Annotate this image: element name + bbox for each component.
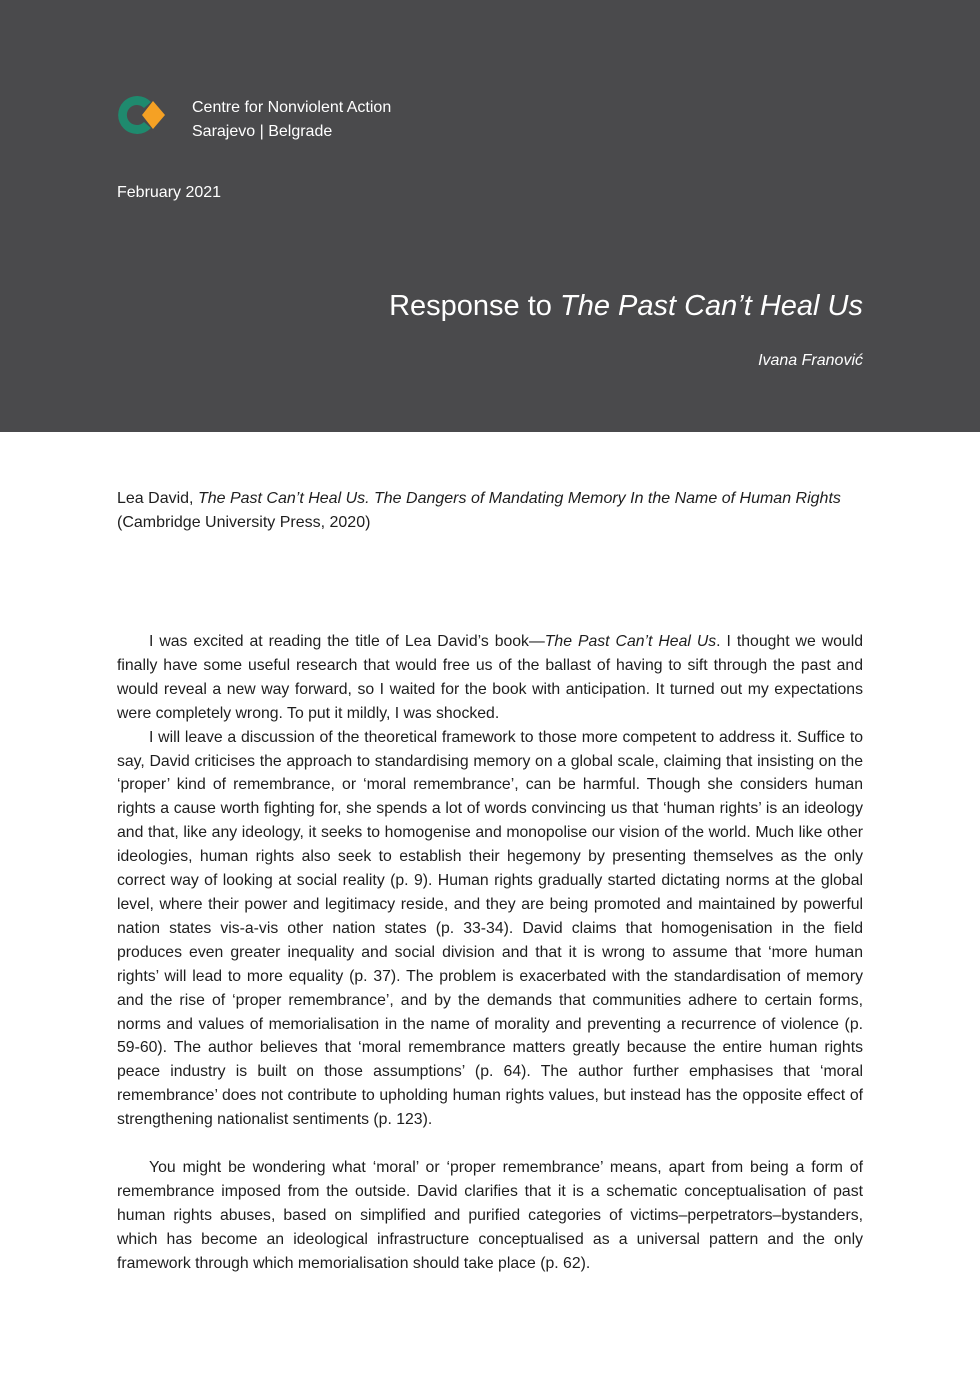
org-line-2: Sarajevo | Belgrade bbox=[192, 123, 333, 140]
publication-date: February 2021 bbox=[117, 184, 222, 201]
cna-logo-icon bbox=[117, 93, 165, 137]
organization-name bbox=[192, 96, 391, 144]
author-name: Ivana Franović bbox=[758, 352, 863, 369]
article-body bbox=[117, 630, 863, 1276]
citation-book-title: The Past Can’t Heal Us. The Dangers of Mandating Memory In the Name of Human Rights bbox=[197, 490, 841, 507]
paragraph-3: You might be wondering what ‘moral’ or ‘proper remembrance’ means, apart from being a form of remembrance imposed from the outside. David clarifies that it is a schematic conceptualisation of past human rights abuses, based on simplified and purified categories of victims–perpetrators–bystanders, which has become an ideological infrastructure conceptualised as a universal pattern and the only framework through which memorialisation should take place (p. 62). bbox=[117, 1159, 863, 1272]
title-prefix: Response to bbox=[389, 290, 560, 322]
paragraph-1 bbox=[117, 630, 863, 726]
paragraph-2: I will leave a discussion of the theoretical framework to those more competent to address it. Suffice to say, David criticises the approach to standardising memory on a global scale, claiming that insisting on the ‘proper’ kind of remembrance, or ‘moral remembrance’, can be harmful. Though she considers human rights a cause worth fighting for, she spends a lot of words convincing us that ‘human rights’ is an ideology and that, like any ideology, it seeks to homogenise and monopolise our vision of the world. Much like other ideologies, human rights also seek to establish their hegemony by presenting themselves as the only correct way of looking at social reality (p. 9). Human rights gradually started dictating norms at the global level, where their power and legitimacy reside, and they are being promoted and maintained by powerful nation states vis-a-vis other nation states (p. 33-34). David claims that homogenisation in the field produces even greater inequality and social division and that it is wrong to assume that ‘more human rights’ will lead to more equality (p. 37). The problem is exacerbated with the standardisation of memory and the rise of ‘proper remembrance’, and by the demands that communities adhere to certain forms, norms and values of memorialisation in the name of morality and preventing a recurrence of violence (p. 59-60). The author believes that ‘moral remembrance matters greatly because the entire human rights peace industry is built on those assumptions’ (p. 64). The author further emphasises that ‘moral remembrance’ does not contribute to upholding human rights values, but instead has the opposite effect of strengthening nationalist sentiments (p. 123). bbox=[117, 728, 863, 1129]
paragraph-1-book-title: The Past Can’t Heal Us bbox=[544, 633, 717, 650]
paragraph-1-start: I was excited at reading the title of Lea David’s book— bbox=[149, 633, 545, 650]
page-title bbox=[389, 290, 863, 323]
citation-publisher: (Cambridge University Press, 2020) bbox=[117, 514, 371, 531]
org-line-1: Centre for Nonviolent Action bbox=[192, 99, 392, 116]
title-book: The Past Can’t Heal Us bbox=[559, 290, 863, 322]
header-banner bbox=[0, 0, 980, 432]
citation-author: Lea David, bbox=[117, 490, 198, 507]
paragraph-1-end: . I thought we would finally have some useful research that would free us of the ballast of having to sift through the past and would reveal a new way forward, so I waited for the book with anticipation. It turned out my expectations were completely wrong. To put it mildly, I was shocked. bbox=[117, 633, 863, 722]
book-citation bbox=[117, 487, 863, 535]
